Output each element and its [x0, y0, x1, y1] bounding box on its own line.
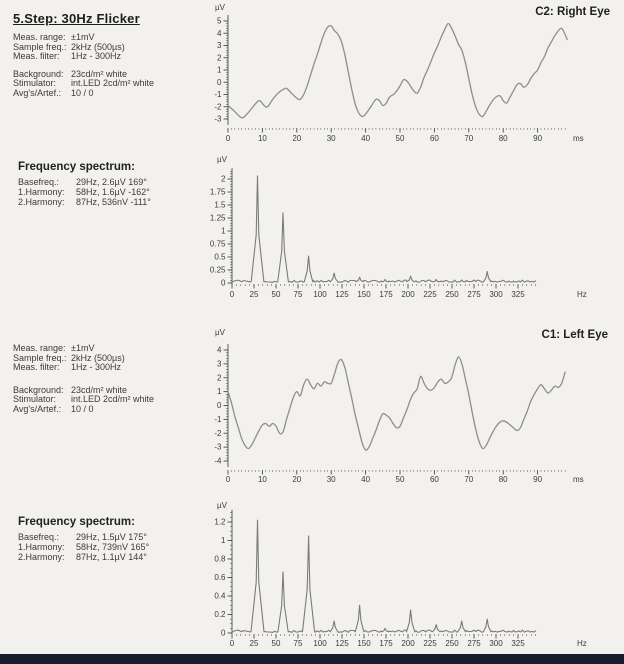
svg-text:40: 40 [361, 134, 371, 143]
svg-text:0.2: 0.2 [214, 610, 226, 620]
param-row-value: 10 / 0 [71, 403, 94, 414]
spectrum-row-label: 1.Harmony: [18, 541, 65, 552]
param-row-value: int.LED 2cd/m² white [71, 78, 155, 88]
svg-text:150: 150 [357, 639, 371, 648]
param-row-label: Sample freq.: [13, 41, 67, 52]
svg-text:2: 2 [217, 373, 222, 383]
svg-text:1: 1 [217, 65, 222, 75]
left-eye-spectrum-chart [205, 496, 624, 654]
svg-text:60: 60 [429, 475, 439, 484]
spectrum-row [18, 198, 151, 208]
svg-text:0: 0 [217, 401, 222, 411]
param-row-label: Background: [13, 68, 64, 79]
svg-text:275: 275 [467, 290, 481, 299]
svg-text:ms: ms [573, 134, 584, 143]
svg-text:75: 75 [293, 290, 303, 299]
svg-text:250: 250 [445, 639, 459, 648]
spectrum-row-value: 29Hz, 2.6µV 169° [76, 177, 147, 187]
left-eye-measurement-params [13, 344, 154, 414]
right-eye-channel-label: C2: Right Eye [535, 6, 610, 18]
svg-text:50: 50 [395, 475, 405, 484]
param-row-label: Meas. filter: [13, 51, 60, 61]
svg-text:30: 30 [326, 134, 336, 143]
svg-text:20: 20 [292, 475, 302, 484]
svg-text:40: 40 [361, 475, 371, 484]
param-row [13, 89, 154, 99]
svg-text:150: 150 [357, 290, 371, 299]
svg-text:-2: -2 [214, 428, 222, 438]
param-row-value: 23cd/m² white [71, 68, 128, 79]
param-row-label: Avg's/Artef.: [13, 403, 62, 414]
svg-text:30: 30 [326, 475, 336, 484]
svg-text:90: 90 [533, 475, 543, 484]
svg-text:125: 125 [335, 290, 349, 299]
left-eye-waveform-chart [205, 323, 624, 495]
svg-text:1: 1 [221, 536, 226, 546]
spectrum-row-label: Basefreq.: [18, 177, 60, 187]
svg-text:275: 275 [467, 639, 481, 648]
svg-text:70: 70 [464, 134, 474, 143]
svg-text:0: 0 [225, 134, 231, 143]
param-row [13, 52, 154, 62]
svg-text:0.8: 0.8 [214, 554, 226, 564]
svg-text:4: 4 [217, 28, 222, 38]
left-eye-channel-label: C1: Left Eye [541, 329, 608, 341]
svg-text:2: 2 [217, 53, 222, 63]
svg-text:0: 0 [229, 290, 235, 299]
param-row-label: Sample freq.: [13, 352, 67, 363]
svg-text:2: 2 [221, 174, 226, 184]
svg-text:-1: -1 [214, 414, 222, 424]
svg-text:25: 25 [249, 639, 259, 648]
svg-text:0.25: 0.25 [209, 265, 226, 275]
svg-text:10: 10 [257, 475, 267, 484]
svg-text:1.2: 1.2 [214, 517, 226, 527]
param-row-label: Stimulator: [13, 78, 57, 88]
svg-text:1: 1 [221, 226, 226, 236]
param-row-value: int.LED 2cd/m² white [71, 394, 155, 404]
svg-text:250: 250 [445, 290, 459, 299]
svg-text:225: 225 [423, 639, 437, 648]
svg-text:50: 50 [395, 134, 405, 143]
svg-text:0.5: 0.5 [214, 252, 226, 262]
spectrum-row-value: 87Hz, 536nV -111° [76, 196, 151, 207]
svg-text:-3: -3 [214, 442, 222, 452]
svg-text:0.4: 0.4 [214, 591, 226, 601]
svg-text:70: 70 [464, 475, 474, 484]
svg-text:1.25: 1.25 [209, 213, 226, 223]
svg-text:325: 325 [511, 290, 525, 299]
svg-text:1.75: 1.75 [209, 187, 226, 197]
svg-text:µV: µV [217, 501, 227, 510]
svg-text:0: 0 [217, 77, 222, 87]
svg-text:50: 50 [271, 290, 281, 299]
param-row-value: 23cd/m² white [71, 384, 128, 395]
svg-text:175: 175 [379, 290, 393, 299]
spectrum-row-label: 1.Harmony: [18, 186, 65, 197]
svg-text:100: 100 [313, 639, 327, 648]
param-row-value: 2kHz (500µs) [71, 352, 125, 363]
param-row-label: Meas. range: [13, 343, 66, 353]
svg-text:80: 80 [498, 475, 508, 484]
svg-text:3: 3 [217, 359, 222, 369]
svg-text:-1: -1 [214, 90, 222, 100]
svg-text:0: 0 [221, 628, 226, 638]
svg-text:1: 1 [217, 387, 222, 397]
svg-text:-3: -3 [214, 114, 222, 124]
right-eye-waveform-chart [205, 0, 624, 149]
bottom-window-edge [0, 654, 624, 664]
spectrum-row-label: 2.Harmony: [18, 551, 65, 562]
svg-text:-4: -4 [214, 456, 222, 466]
svg-text:µV: µV [217, 155, 227, 164]
svg-text:300: 300 [489, 639, 503, 648]
svg-text:0: 0 [221, 278, 226, 288]
param-row-label: Stimulator: [13, 394, 57, 404]
svg-text:60: 60 [429, 134, 439, 143]
param-row-label: Meas. filter: [13, 362, 60, 372]
svg-text:4: 4 [217, 345, 222, 355]
right-eye-spectrum-heading: Frequency spectrum: [18, 161, 135, 173]
param-row-label: Avg's/Artef.: [13, 87, 62, 98]
spectrum-row-value: 87Hz, 1.1µV 144° [76, 551, 147, 562]
svg-text:200: 200 [401, 290, 415, 299]
svg-text:300: 300 [489, 290, 503, 299]
param-row-value: 10 / 0 [71, 87, 94, 98]
svg-text:25: 25 [249, 290, 259, 299]
svg-text:0.75: 0.75 [209, 239, 226, 249]
svg-text:5: 5 [217, 16, 222, 26]
svg-text:200: 200 [401, 639, 415, 648]
report-title: 5.Step: 30Hz Flicker [13, 11, 140, 26]
left-eye-spectrum-heading: Frequency spectrum: [18, 516, 135, 528]
param-row-value: ±1mV [71, 343, 95, 353]
svg-text:-2: -2 [214, 102, 222, 112]
left-eye-spectrum-values [18, 533, 149, 562]
param-row-label: Meas. range: [13, 32, 66, 42]
spectrum-row-value: 58Hz, 739nV 165° [76, 541, 150, 552]
spectrum-row-label: Basefreq.: [18, 532, 60, 542]
svg-text:175: 175 [379, 639, 393, 648]
spectrum-row-label: 2.Harmony: [18, 196, 65, 207]
svg-text:50: 50 [271, 639, 281, 648]
spectrum-row-value: 29Hz, 1.5µV 175° [76, 532, 147, 542]
right-eye-spectrum-chart [205, 150, 624, 310]
param-row-label: Background: [13, 384, 64, 395]
svg-text:90: 90 [533, 134, 543, 143]
spectrum-row-value: 58Hz, 1.6µV -162° [76, 186, 150, 197]
svg-text:Hz: Hz [577, 639, 587, 648]
param-row-value: 2kHz (500µs) [71, 41, 125, 52]
svg-text:325: 325 [511, 639, 525, 648]
svg-text:100: 100 [313, 290, 327, 299]
svg-text:ms: ms [573, 475, 584, 484]
param-row-value: 1Hz - 300Hz [71, 51, 122, 61]
svg-text:10: 10 [257, 134, 267, 143]
svg-text:µV: µV [215, 3, 225, 12]
svg-text:0.6: 0.6 [214, 573, 226, 583]
right-eye-measurement-params [13, 33, 154, 98]
right-eye-spectrum-values [18, 178, 151, 207]
param-row [13, 363, 154, 373]
svg-text:20: 20 [292, 134, 302, 143]
svg-text:225: 225 [423, 290, 437, 299]
spectrum-row [18, 553, 149, 563]
svg-text:0: 0 [225, 475, 231, 484]
svg-text:0: 0 [229, 639, 235, 648]
svg-text:µV: µV [215, 328, 225, 337]
svg-text:75: 75 [293, 639, 303, 648]
svg-text:1.5: 1.5 [214, 200, 226, 210]
svg-text:Hz: Hz [577, 290, 587, 299]
svg-text:125: 125 [335, 639, 349, 648]
svg-text:3: 3 [217, 41, 222, 51]
param-row-value: 1Hz - 300Hz [71, 362, 122, 372]
param-row [13, 405, 154, 415]
svg-text:80: 80 [498, 134, 508, 143]
param-row-value: ±1mV [71, 32, 95, 42]
row-gap [13, 373, 154, 386]
